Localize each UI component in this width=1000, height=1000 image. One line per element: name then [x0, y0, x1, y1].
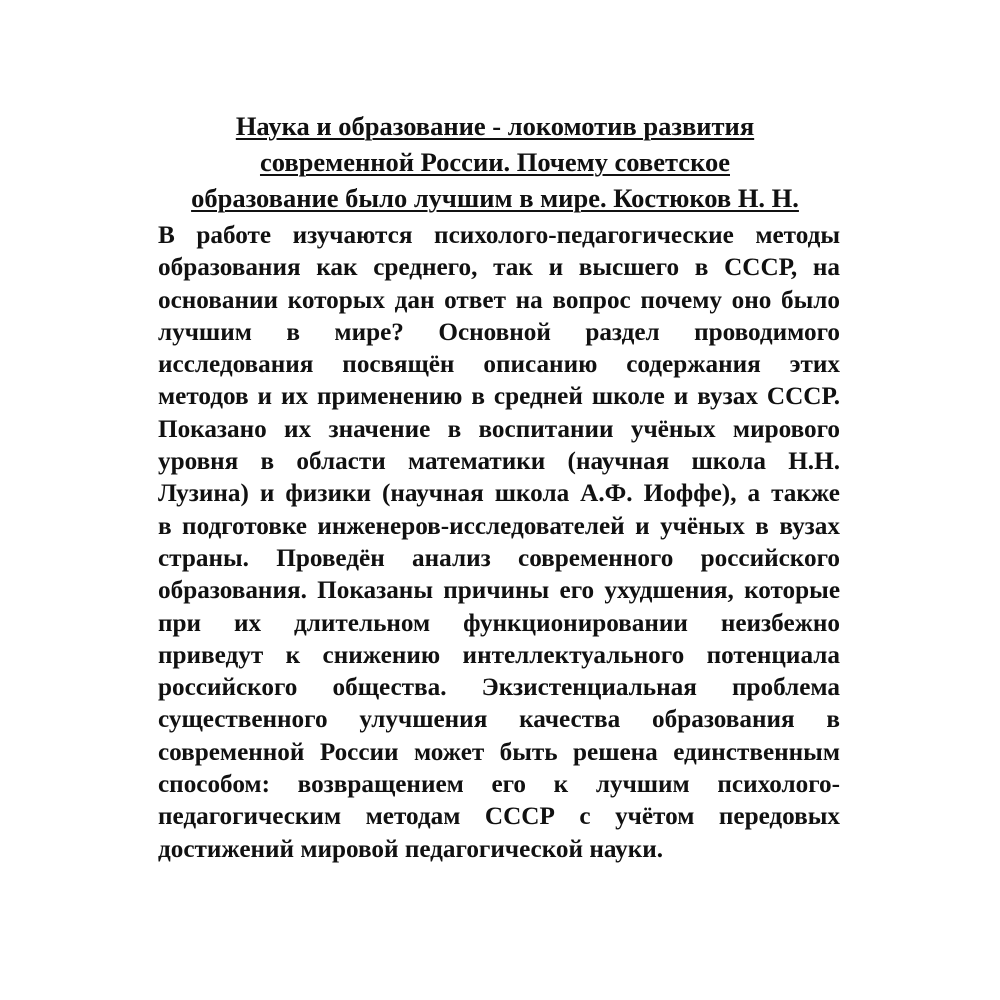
abstract-paragraph	[158, 220, 840, 866]
abstract-line: существенного улучшения качества образования в	[158, 706, 840, 734]
abstract-line: педагогическим методам СССР с учётом передовых	[158, 803, 840, 831]
abstract-line: приведут к снижению интеллектуального потенциала	[158, 641, 840, 669]
abstract-line: страны. Проведён анализ современного российского	[158, 544, 840, 572]
abstract-line: достижений мировой педагогической науки.	[158, 835, 664, 863]
abstract-line: Лузина) и физики (научная школа А.Ф. Иоффе), а также	[158, 480, 840, 508]
title-line: Наука и образование - локомотив развития	[235, 111, 755, 141]
abstract-line: основании которых дан ответ на вопрос почему оно было	[158, 286, 840, 314]
abstract-line: Показано их значение в воспитании учёных мирового	[158, 415, 840, 443]
document-title	[150, 108, 840, 216]
abstract-line: российского общества. Экзистенциальная проблема	[158, 674, 840, 702]
abstract-line: методов и их применению в средней школе и вузах СССР.	[158, 383, 840, 411]
title-line: образование было лучшим в мире. Костюков Н. Н.	[191, 183, 799, 213]
abstract-line: в подготовке инженеров-исследователей и учёных в вузах	[158, 512, 840, 540]
abstract-line: при их длительном функционировании неизбежно	[158, 609, 840, 637]
abstract-line: способом: возвращением его к лучшим психолого-	[158, 771, 840, 799]
abstract-line: уровня в области математики (научная школа Н.Н.	[158, 448, 840, 476]
abstract-line: В работе изучаются психолого-педагогические методы	[158, 222, 840, 249]
abstract-line: образования как среднего, так и высшего в СССР, на	[158, 254, 840, 282]
abstract-line: образования. Показаны причины его ухудшения, которые	[158, 577, 840, 605]
abstract-line: современной России может быть решена единственным	[158, 738, 840, 766]
abstract-line: исследования посвящён описанию содержания этих	[158, 351, 840, 379]
title-line: современной России. Почему советское	[259, 147, 730, 177]
abstract-line: лучшим в мире? Основной раздел проводимого	[158, 318, 840, 346]
document-page	[150, 108, 840, 866]
